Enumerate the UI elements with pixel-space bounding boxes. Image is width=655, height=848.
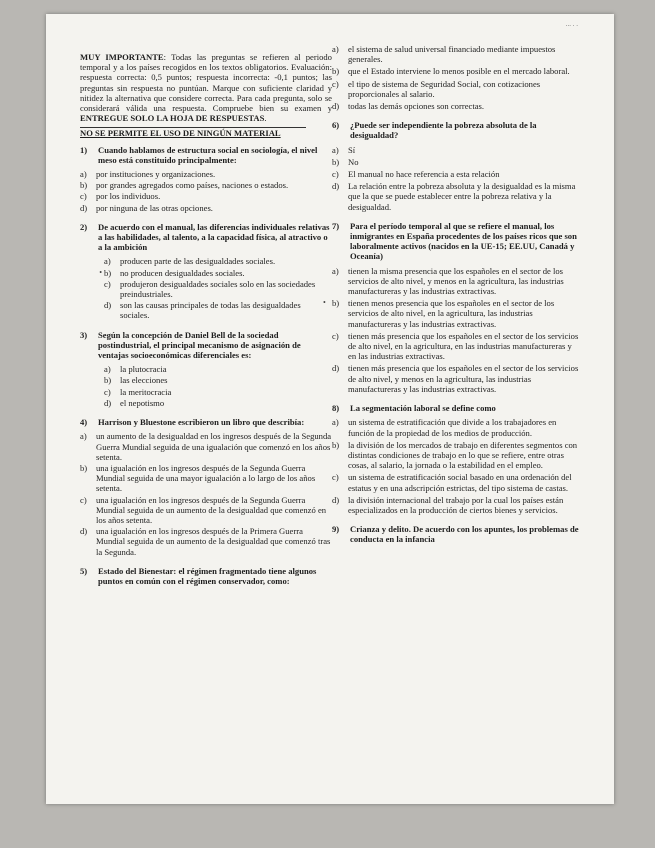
question-2 xyxy=(80,222,332,321)
question-number: 5) xyxy=(80,565,88,576)
option-text: No xyxy=(348,156,359,167)
option-letter: a) xyxy=(104,256,111,267)
question-number: 3) xyxy=(80,329,88,340)
question-text: Harrison y Bluestone escribieron un libro que describía: xyxy=(98,417,305,428)
option-text: todas las demás opciones son correctas. xyxy=(348,101,485,112)
option-text: por los individuos. xyxy=(96,191,161,202)
question-text: De acuerdo con el manual, las diferencias individuales relativas a las habilidades, al talento, a la capacidad física, al atractivo o a la ambición xyxy=(98,221,330,253)
option-letter: b) xyxy=(332,298,340,309)
question-number: 9) xyxy=(332,524,340,535)
option-text: que el Estado interviene lo menos posible en el mercado laboral. xyxy=(348,66,570,77)
option-letter: c) xyxy=(332,78,339,89)
question-number: 8) xyxy=(332,403,340,414)
question-7 xyxy=(323,220,582,394)
instructions-end: . xyxy=(264,113,267,124)
option-letter: d) xyxy=(332,181,340,192)
option-text: produjeron desigualdades sociales solo en las sociedades preindustriales. xyxy=(120,278,316,300)
option-text: tienen la misma presencia que los españoles en el sector de los servicios de alto nivel, y menos en la agricultura, las industrias manufactureras y las industrias extractivas. xyxy=(348,265,564,297)
option-letter: d) xyxy=(332,363,340,374)
option-text: La relación entre la pobreza absoluta y la desigualdad es la misma que la que se puede establecer entre la pobreza relativa y la desigualdad. xyxy=(348,181,576,212)
exam-sheet xyxy=(46,14,614,804)
option-text: un sistema de estratificación social basado en una ordenación del estatus y en una adscripción estrictas, del tipo sistema de castas. xyxy=(348,472,572,493)
option-text: el tipo de sistema de Seguridad Social, con cotizaciones proporcionales al salario. xyxy=(348,78,541,99)
option-text: un sistema de estratificación que divide a los trabajadores en función de la propiedad de los medios de producción. xyxy=(348,417,557,438)
option-text: una igualación en los ingresos después de la Primera Guerra Mundial seguida de un aumento de la desigualdad que comenzó tras la Segunda. xyxy=(96,526,331,557)
option-text: por instituciones y organizaciones. xyxy=(96,169,216,180)
option-text: un aumento de la desigualdad en los ingresos después de la Segunda Guerra Mundial seguida de una igualación que comenzó en los años setenta. xyxy=(96,431,332,462)
option-text: por grandes agregados como países, naciones o estados. xyxy=(96,180,289,191)
option-text: una igualación en los ingresos después de la Segunda Guerra Mundial seguida de un aumento de la desigualdad que comenzó en los años setenta. xyxy=(96,494,327,525)
option-letter: a) xyxy=(80,431,87,442)
question-text: Crianza y delito. De acuerdo con los apuntes, los problemas de conducta en la infancia xyxy=(350,524,579,545)
option-letter: d) xyxy=(332,494,340,505)
left-column xyxy=(80,52,332,595)
question-number: 4) xyxy=(80,417,88,428)
option-letter: c) xyxy=(80,191,87,202)
question-3 xyxy=(80,330,332,408)
option-text: las elecciones xyxy=(120,375,168,386)
question-number: 6) xyxy=(332,120,340,131)
option-letter: c) xyxy=(332,472,339,483)
handwritten-mark: • xyxy=(99,267,102,277)
option-text: Sí xyxy=(348,144,356,155)
option-letter: c) xyxy=(104,386,111,397)
right-column xyxy=(323,44,582,554)
option-letter: d) xyxy=(80,526,88,537)
instructions-bold-end: ENTREGUE SOLO LA HOJA DE RESPUESTAS xyxy=(80,113,265,124)
option-letter: a) xyxy=(332,265,339,276)
option-text: producen parte de las desigualdades sociales. xyxy=(120,256,276,267)
question-text: La segmentación laboral se define como xyxy=(350,403,496,414)
option-letter: c) xyxy=(80,494,87,505)
option-letter: b) xyxy=(80,180,88,191)
option-letter: d) xyxy=(104,300,112,311)
question-text: Estado del Bienestar: el régimen fragmentado tiene algunos puntos en común con el régimen conservador, como: xyxy=(98,565,317,586)
option-letter: b) xyxy=(80,462,88,473)
instructions xyxy=(80,52,332,123)
option-letter: a) xyxy=(332,144,339,155)
option-letter: c) xyxy=(104,278,111,289)
option-text: son las causas principales de todas las desigualdades sociales. xyxy=(120,300,301,321)
option-letter: b) xyxy=(332,66,340,77)
question-text: Para el período temporal al que se refiere el manual, los inmigrantes en España procedentes de los países ricos que son laboralmente activos (nacidos en la UE-15; EE.UU, Canadá y Oceanía) xyxy=(350,220,577,262)
option-text: tienen más presencia que los españoles en el sector de los servicios de alto nivel, en la agricultura, en las industrias manufactureras y en las industrias extractivas. xyxy=(348,330,579,362)
option-text: el nepotismo xyxy=(120,397,165,408)
option-letter: a) xyxy=(80,169,87,180)
option-letter: d) xyxy=(104,397,112,408)
question-text: Cuando hablamos de estructura social en sociología, el nivel meso está constituido principalmente: xyxy=(98,144,318,165)
option-text: la plutocracia xyxy=(120,364,167,375)
question-5-options xyxy=(332,44,582,111)
option-text: por ninguna de las otras opciones. xyxy=(96,202,213,213)
option-text: no producen desigualdades sociales. xyxy=(120,267,245,278)
handwritten-mark: • xyxy=(323,298,326,308)
option-text: la meritocracia xyxy=(120,386,172,397)
no-material-notice: NO SE PERMITE EL USO DE NINGÚN MATERIAL xyxy=(80,128,281,139)
option-text: una igualación en los ingresos después de la Segunda Guerra Mundial seguida de una mayor igualación a lo largo de los años setenta. xyxy=(96,462,316,494)
question-number: 1) xyxy=(80,144,88,155)
option-letter: c) xyxy=(332,169,339,180)
option-text: el sistema de salud universal financiado mediante impuestos generales. xyxy=(348,44,556,65)
option-letter: b) xyxy=(332,439,340,450)
question-number: 2) xyxy=(80,221,88,232)
question-text: Según la concepción de Daniel Bell de la sociedad postindustrial, el principal mecanismo de asignación de ventajas socioeconómicas diferenciales es: xyxy=(98,329,301,361)
question-text: ¿Puede ser independiente la pobreza absoluta de la desigualdad? xyxy=(350,120,537,141)
option-letter: b) xyxy=(104,267,112,278)
instructions-lead: MUY IMPORTANTE xyxy=(80,52,164,62)
question-4 xyxy=(80,417,332,557)
question-6 xyxy=(332,120,582,212)
option-letter: c) xyxy=(332,330,339,341)
option-text: la división internacional del trabajo por la cual los países están especializados en la producción de ciertos bienes y servicios. xyxy=(348,494,564,515)
option-letter: a) xyxy=(332,417,339,428)
instructions-text: : Todas las preguntas se refieren al periodo temporal y a los países recogidos en los textos obligatorios. Evaluación: respuesta correcta: 0,5 puntos; respuesta incorrecta: -0,1 puntos; las preguntas sin respuesta no puntúan. Marque con suficiente claridad y nitidez la alternativa que considere correcta. Para cada pregunta, solo se considerará válida una respuesta. Compruebe bien su examen y xyxy=(80,52,332,114)
question-8 xyxy=(332,403,582,515)
question-number: 7) xyxy=(332,220,340,231)
option-text: tienen menos presencia que los españoles en el sector de los servicios de alto nivel, en la agricultura, las industrias manufactureras y las industrias extractivas. xyxy=(348,298,555,329)
question-5 xyxy=(80,566,332,586)
option-letter: d) xyxy=(332,101,340,112)
option-letter: a) xyxy=(104,364,111,375)
option-letter: a) xyxy=(332,44,339,54)
option-text: la división de los mercados de trabajo en diferentes segmentos con distintas condiciones de trabajo en lo que se refiere, entre otras cosas, al salario, la jornada o la estabilidad en el empleo. xyxy=(348,439,578,471)
option-text: tienen más presencia que los españoles en el sector de los servicios de alto nivel, y menos en la agricultura, las industrias manufactureras y las industrias extractivas. xyxy=(348,363,579,394)
page-corner-mark: ... . . xyxy=(565,20,578,28)
option-letter: b) xyxy=(104,375,112,386)
question-9 xyxy=(332,524,582,544)
option-letter: d) xyxy=(80,202,88,213)
option-text: El manual no hace referencia a esta relación xyxy=(348,169,500,180)
option-letter: b) xyxy=(332,156,340,167)
question-1 xyxy=(80,145,332,213)
